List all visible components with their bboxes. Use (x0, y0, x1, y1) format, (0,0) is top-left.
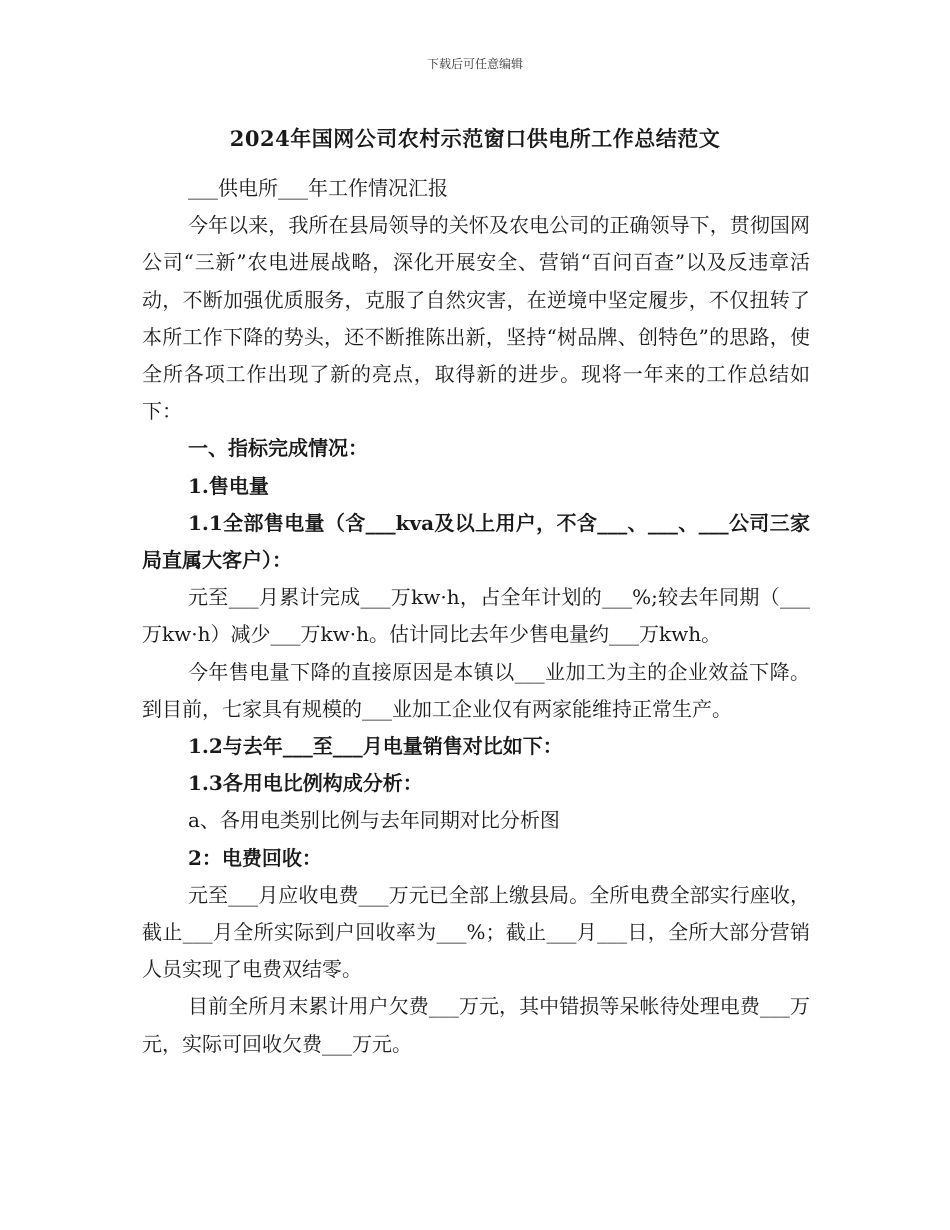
decline-reason-paragraph: 今年售电量下降的直接原因是本镇以___业加工为主的企业效益下降。到目前，七家具有规模的___业加工企业仅有两家能维持正常生产。 (142, 659, 810, 721)
subsection-heading-total-sales: 1.1全部售电量（含___kva及以上用户，不含___、___、___公司三家局直属大客户）： (142, 510, 810, 573)
sales-paragraph: 元至___月累计完成___万kw·h，占全年计划的___%;较去年同期（___万kw·h）减少___万kw·h。估计同比去年少售电量约___万kwh。 (142, 585, 810, 647)
fee-recovery-paragraph: 元至___月应收电费___万元已全部上缴县局。全所电费全部实行座收，截止___月全所实际到户回收率为___%；截止___月___日，全所大部分营销人员实现了电费双结零。 (142, 882, 810, 982)
subsection-heading-ratio: 1.3各用电比例构成分析： (188, 771, 423, 796)
arrears-paragraph: 目前全所月末累计用户欠费___万元，其中错损等呆帐待处理电费___万元，实际可回收欠费___万元。 (142, 994, 810, 1056)
section-heading-indicators: 一、指标完成情况： (188, 436, 368, 461)
section-heading-fee-recovery: 2：电费回收： (188, 845, 322, 870)
subsection-heading-sales: 1.售电量 (188, 473, 269, 498)
header-note: 下载后可任意编辑 (426, 57, 523, 71)
ratio-chart-caption: a、各用电类别比例与去年同期对比分析图 (188, 808, 560, 833)
document-body (142, 170, 810, 1063)
intro-paragraph: 今年以来，我所在县局领导的关怀及农电公司的正确领导下，贯彻国网公司“三新”农电进展战略，深化开展安全、营销“百问百查”以及反违章活动，不断加强优质服务，克服了自然灾害，在逆境中坚定履步，不仅扭转了本所工作下降的势头，还不断推陈出新，坚持“树品牌、创特色”的思路，使全所各项工作出现了新的亮点，取得新的进步。现将一年来的工作总结如下： (142, 213, 810, 424)
subsection-heading-comparison: 1.2与去年___至___月电量销售对比如下： (188, 734, 563, 759)
report-subtitle: ___供电所___年工作情况汇报 (188, 176, 448, 200)
document-title: 2024年国网公司农村示范窗口供电所工作总结范文 (229, 126, 721, 151)
